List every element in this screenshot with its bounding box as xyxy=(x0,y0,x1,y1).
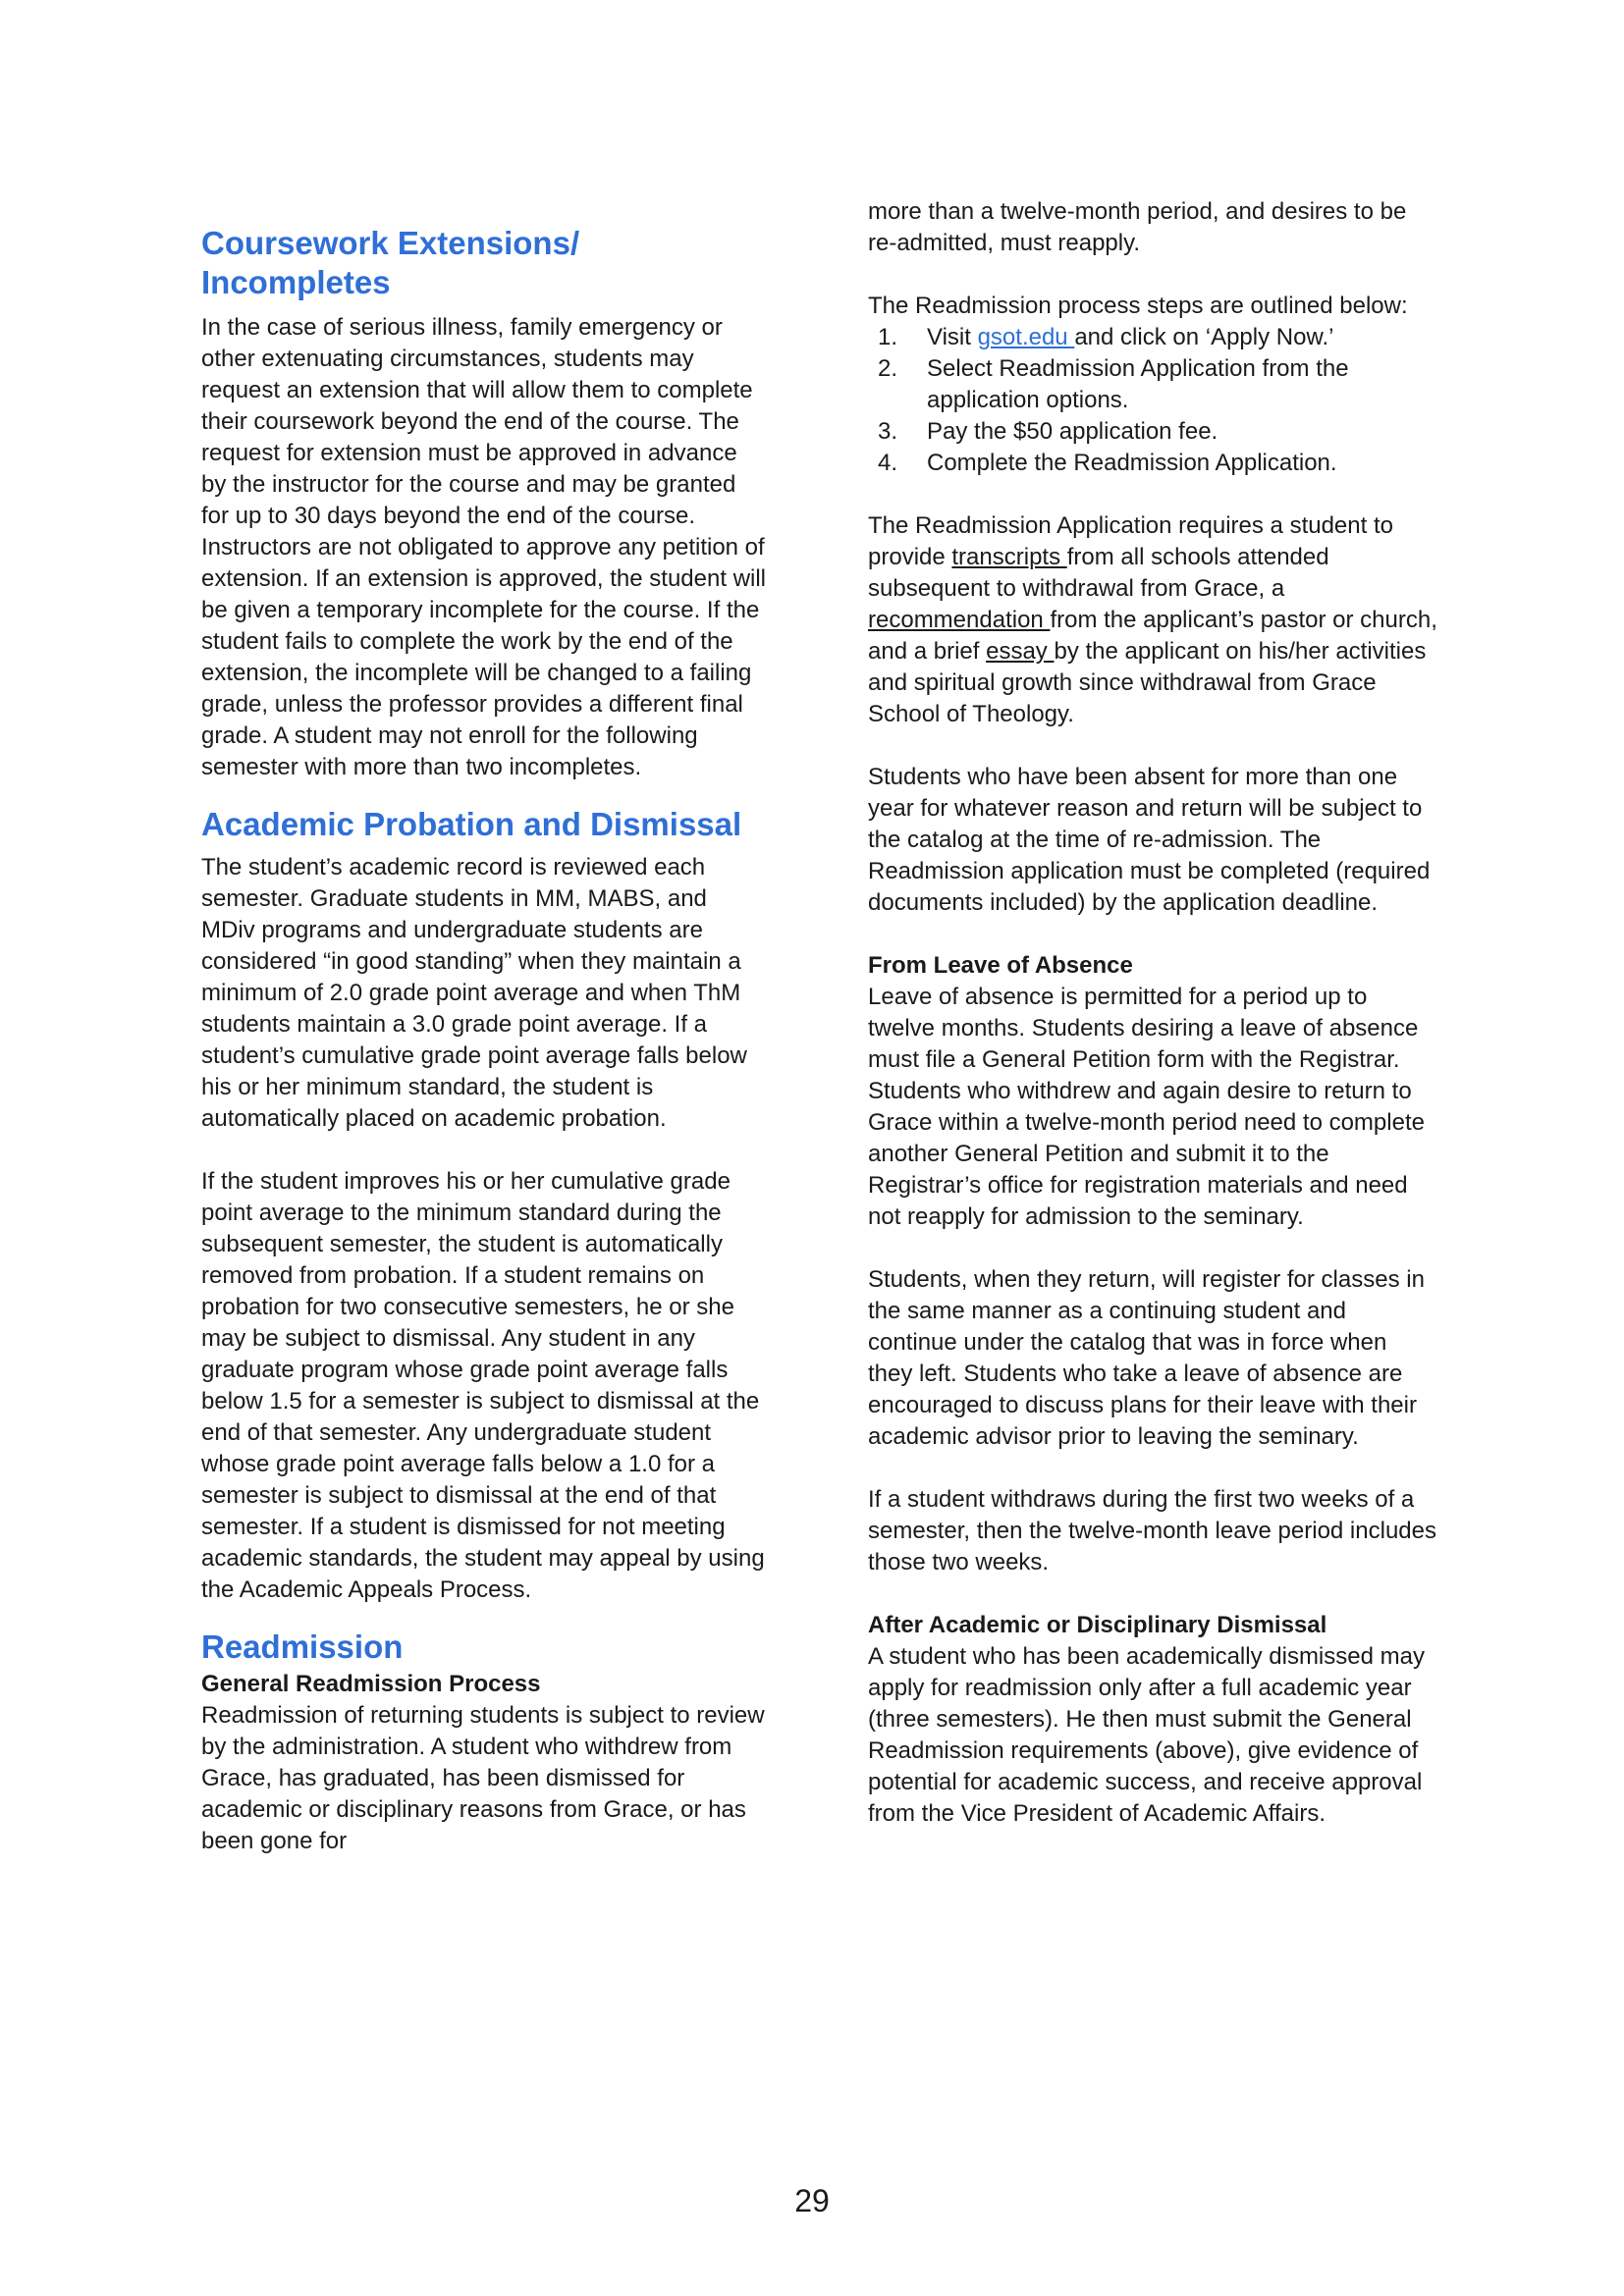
section-title-extensions-line1: Coursework Extensions/ xyxy=(201,225,580,261)
requirements-text-2: from all schools attended subsequent to withdrawal from Grace, a xyxy=(868,544,1329,602)
step-text: Pay the $50 application fee. xyxy=(927,418,1218,445)
step-text-after-link: and click on ‘Apply Now.’ xyxy=(1074,324,1334,350)
step-number: 1. xyxy=(878,324,898,350)
dismissal-paragraph: A student who has been academically dismissed may apply for readmission only after a full academic year (three semesters). He then must submit the General Readmission requirements (above), give evidence of potential for academic success, and receive approval from the Vice President of Academic Affairs. xyxy=(868,1643,1425,1827)
essay-underlined: essay xyxy=(986,638,1055,665)
requirements-text-1: The Readmission Application requires a student to provide xyxy=(868,512,1393,570)
requirements-text-4: by the applicant on his/her activities and spiritual growth since withdrawal from Grace School of Theology. xyxy=(868,638,1427,727)
requirements-text-3: from the applicant’s pastor or church, and a brief xyxy=(868,607,1437,665)
section-title-readmission: Readmission xyxy=(201,1629,404,1665)
right-column xyxy=(868,196,1437,1830)
leave-paragraph-1: Leave of absence is permitted for a period up to twelve months. Students desiring a leave of absence must file a General Petition form with the Registrar. Students who withdrew and again desire to return to Grace within a twelve-month period need to complete another General Petition and submit it to the Registrar’s office for registration materials and need not reapply for admission to the seminary. xyxy=(868,984,1425,1230)
subhead-general-readmission: General Readmission Process xyxy=(201,1671,541,1697)
section-readmission xyxy=(201,1628,766,1857)
step-number: 3. xyxy=(878,418,898,445)
probation-paragraph-1: The student’s academic record is reviewed each semester. Graduate students in MM, MABS, and MDiv programs and undergraduate students are considered “in good standing” when they maintain a minimum of 2.0 grade point average and when ThM students maintain a 3.0 grade point average. If a student’s cumulative grade point average falls below his or her minimum standard, the student is automatically placed on academic probation. xyxy=(201,854,747,1132)
step-item xyxy=(868,353,1437,416)
probation-paragraph-2: If the student improves his or her cumulative grade point average to the minimum standard during the subsequent semester, the student is automatically removed from probation. If a student remains on probation for two consecutive semesters, he or she may be subject to dismissal. Any student in any graduate program whose grade point average falls below 1.5 for a semester is subject to dismissal at the end of that semester. Any undergraduate student whose grade point average falls below a 1.0 for a semester is subject to dismissal at the end of that semester. If a student is dismissed for not meeting academic standards, the student may appeal by using the Academic Appeals Process. xyxy=(201,1168,765,1603)
readmission-steps-list xyxy=(868,322,1437,479)
page-number: 29 xyxy=(794,2183,830,2218)
section-title-probation: Academic Probation and Dismissal xyxy=(201,806,742,842)
requirements-paragraph xyxy=(868,510,1437,730)
step-item xyxy=(868,448,1437,479)
step-text: Complete the Readmission Application. xyxy=(927,450,1337,476)
extensions-paragraph: In the case of serious illness, family emergency or other extenuating circumstances, students may request an extension that will allow them to complete their coursework beyond the end of the course. The request for extension must be approved in advance by the instructor for the course and may be granted for up to 30 days beyond the end of the course. Instructors are not obligated to approve any petition of extension. If an extension is approved, the student will be given a temporary incomplete for the course. If the student fails to complete the work by the end of the extension, the incomplete will be changed to a failing grade, unless the professor provides a different final grade. A student may not enroll for the following semester with more than two incompletes. xyxy=(201,314,767,780)
step-text: Select Readmission Application from the application options. xyxy=(927,355,1349,413)
step-text: Visit xyxy=(927,324,978,350)
step-item xyxy=(868,416,1437,448)
section-title-extensions-line2: Incompletes xyxy=(201,264,391,300)
left-column xyxy=(201,224,766,1857)
readmission-continued-paragraph: more than a twelve-month period, and desires to be re-admitted, must reapply. xyxy=(868,198,1407,256)
leave-paragraph-2: Students, when they return, will register for classes in the same manner as a continuing student and continue under the catalog that was in force when they left. Students who take a leave of absence are encouraged to discuss plans for their leave with their academic advisor prior to leaving the seminary. xyxy=(868,1266,1425,1450)
section-academic-probation xyxy=(201,805,766,1606)
steps-intro: The Readmission process steps are outlined below: xyxy=(868,293,1408,319)
step-number: 4. xyxy=(878,450,898,476)
transcripts-underlined: transcripts xyxy=(951,544,1067,570)
step-number: 2. xyxy=(878,355,898,382)
absent-paragraph: Students who have been absent for more than one year for whatever reason and return will be subject to the catalog at the time of re-admission. The Readmission application must be completed (required documents included) by the application deadline. xyxy=(868,764,1431,916)
step-item xyxy=(868,322,1437,353)
leave-paragraph-3: If a student withdraws during the first two weeks of a semester, then the twelve-month leave period includes those two weeks. xyxy=(868,1486,1436,1575)
subhead-after-dismissal: After Academic or Disciplinary Dismissal xyxy=(868,1612,1327,1638)
readmission-paragraph: Readmission of returning students is subject to review by the administration. A student who withdrew from Grace, has graduated, has been dismissed for academic or disciplinary reasons from Grace, or has been gone for xyxy=(201,1702,765,1854)
recommendation-underlined: recommendation xyxy=(868,607,1051,633)
section-title-extensions xyxy=(201,224,766,302)
section-coursework-extensions xyxy=(201,224,766,783)
gsot-link[interactable]: gsot.edu xyxy=(977,324,1075,350)
subhead-leave-of-absence: From Leave of Absence xyxy=(868,952,1133,979)
